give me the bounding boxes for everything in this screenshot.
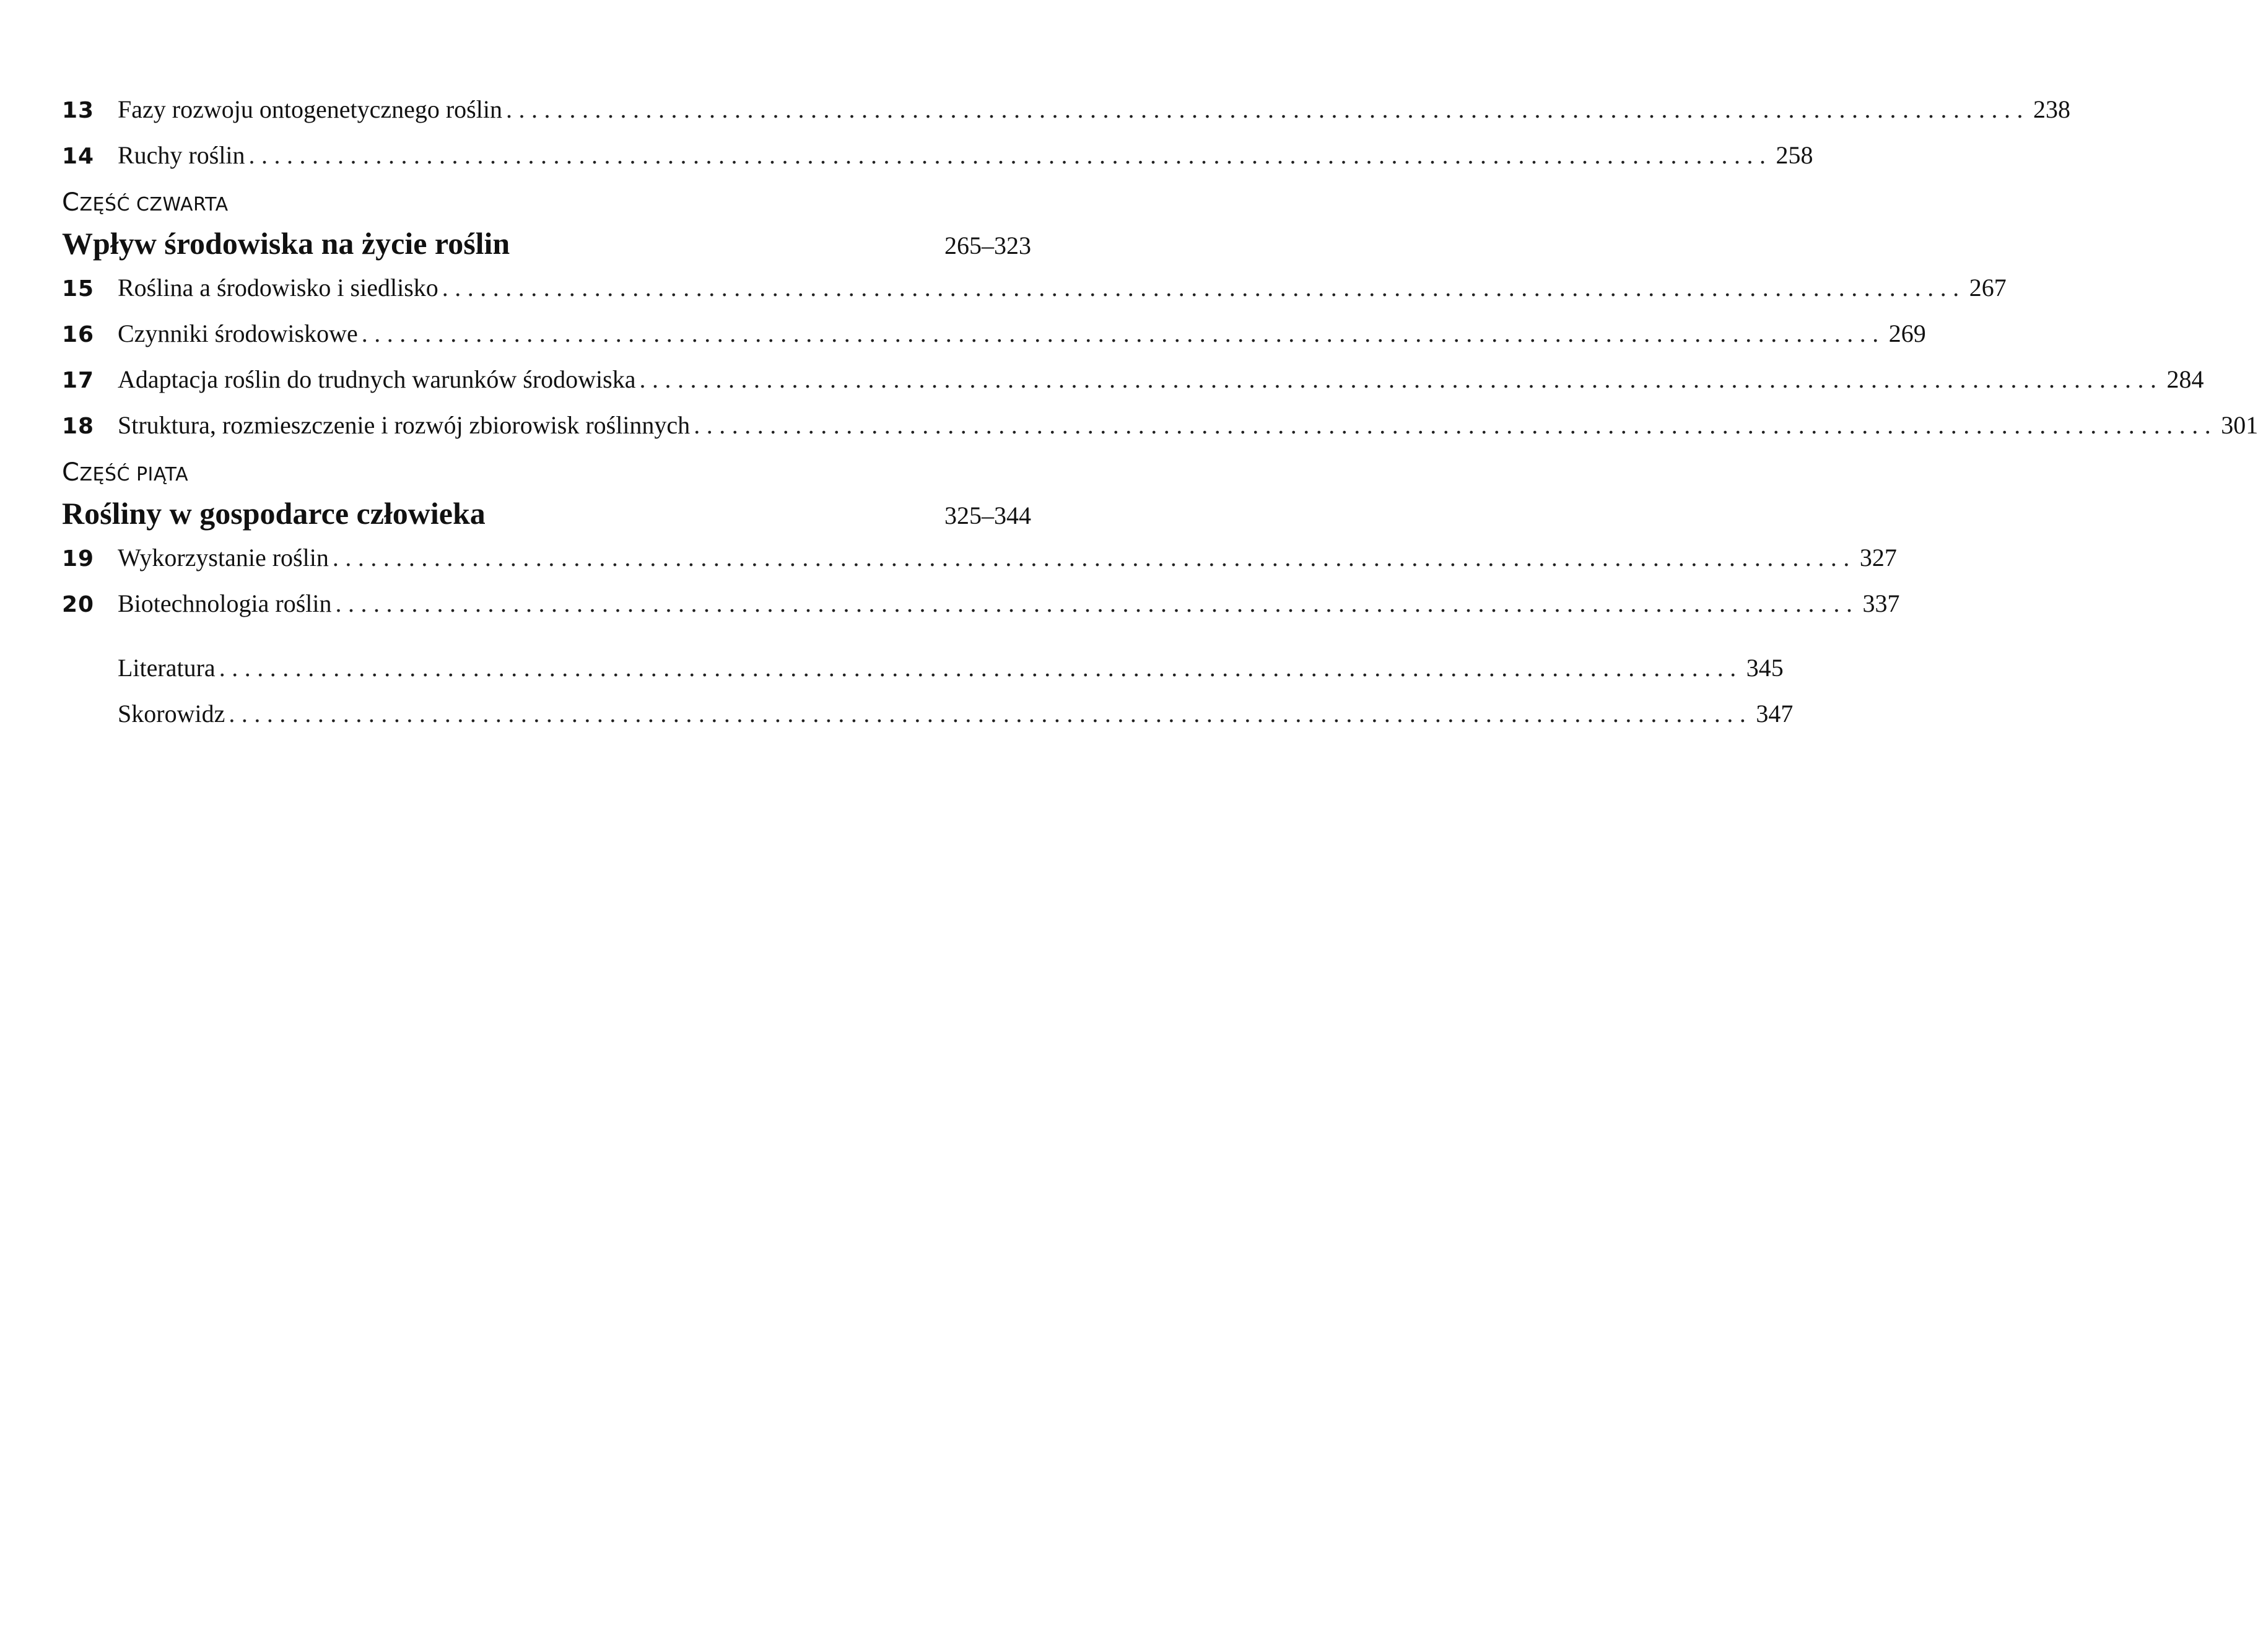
chapter-number: 17 [62,368,95,393]
toc-entry-15 [62,265,2007,311]
toc-entry-literatura [62,645,1784,691]
dot-leader: ........................................................................................................................ [361,320,1885,347]
toc-entry-19 [62,535,1897,581]
chapter-title: Adaptacja roślin do trudnych warunków środowiska [118,365,636,393]
page-number: 345 [1746,654,1784,682]
toc-entry-skorowidz [62,691,1794,737]
chapter-title: Fazy rozwoju ontogenetycznego roślin [118,95,502,123]
chapter-number: 13 [62,98,95,123]
dot-leader: ........................................................................................................................ [442,274,1966,302]
part-four-label [62,183,1031,222]
dot-leader: ........................................................................................................................ [694,411,2218,439]
page-number: 337 [1862,589,1900,617]
chapter-title: Biotechnologia roślin [118,589,332,617]
chapter-number: 15 [62,276,95,302]
dot-leader: ........................................................................................................................ [219,654,1743,682]
toc-entry-14 [62,133,1813,178]
chapter-number: 18 [62,414,95,439]
toc-entry-20 [62,581,1900,627]
part-label-initial: C [62,458,80,487]
chapter-title: Ruchy roślin [118,141,245,169]
section-spacer [62,627,1031,645]
dot-leader: ........................................................................................................................ [248,141,1772,169]
part-title: Rośliny w gospodarce człowieka [62,496,486,531]
page-number: 258 [1776,141,1813,169]
chapter-number: 19 [62,546,95,572]
table-of-contents [62,87,2258,737]
dot-leader: ........................................................................................................................ [332,544,1856,572]
part-label-rest: ZĘŚĆ CZWARTA [79,194,229,215]
chapter-number: 14 [62,144,95,169]
page-number: 347 [1756,700,1794,728]
page-number: 301 [2221,411,2258,439]
toc-entry-16 [62,311,1926,357]
page-number: 327 [1859,544,1897,572]
page-number: 284 [2166,365,2204,393]
chapter-number: 20 [62,592,95,617]
page-number: 238 [2033,95,2070,123]
page-number: 267 [1969,274,2007,302]
part-page-range: 265–323 [944,232,1031,259]
part-five-label [62,453,1031,492]
dot-leader: ........................................................................................................................ [505,95,2029,123]
dot-leader: ........................................................................................................................ [639,365,2163,393]
chapter-number: 16 [62,322,95,347]
chapter-title: Wykorzystanie roślin [118,544,329,572]
back-matter-title: Skorowidz [118,700,225,728]
toc-entry-13 [62,87,2070,133]
part-label-initial: C [62,188,80,217]
part-title: Wpływ środowiska na życie roślin [62,226,510,261]
part-five-heading [62,492,1031,535]
chapter-title: Czynniki środowiskowe [118,320,358,347]
dot-leader: ........................................................................................................................ [335,589,1859,617]
part-four-heading [62,222,1031,265]
page-number: 269 [1888,320,1926,347]
part-page-range: 325–344 [944,502,1031,529]
toc-entry-17 [62,357,2204,402]
dot-leader: ........................................................................................................................ [229,700,1753,728]
chapter-title: Struktura, rozmieszczenie i rozwój zbiorowisk roślinnych [118,411,691,439]
toc-entry-18 [62,402,2258,448]
back-matter-title: Literatura [118,654,216,682]
chapter-title: Roślina a środowisko i siedlisko [118,274,438,302]
part-label-rest: ZĘŚĆ PIĄTA [79,464,189,485]
